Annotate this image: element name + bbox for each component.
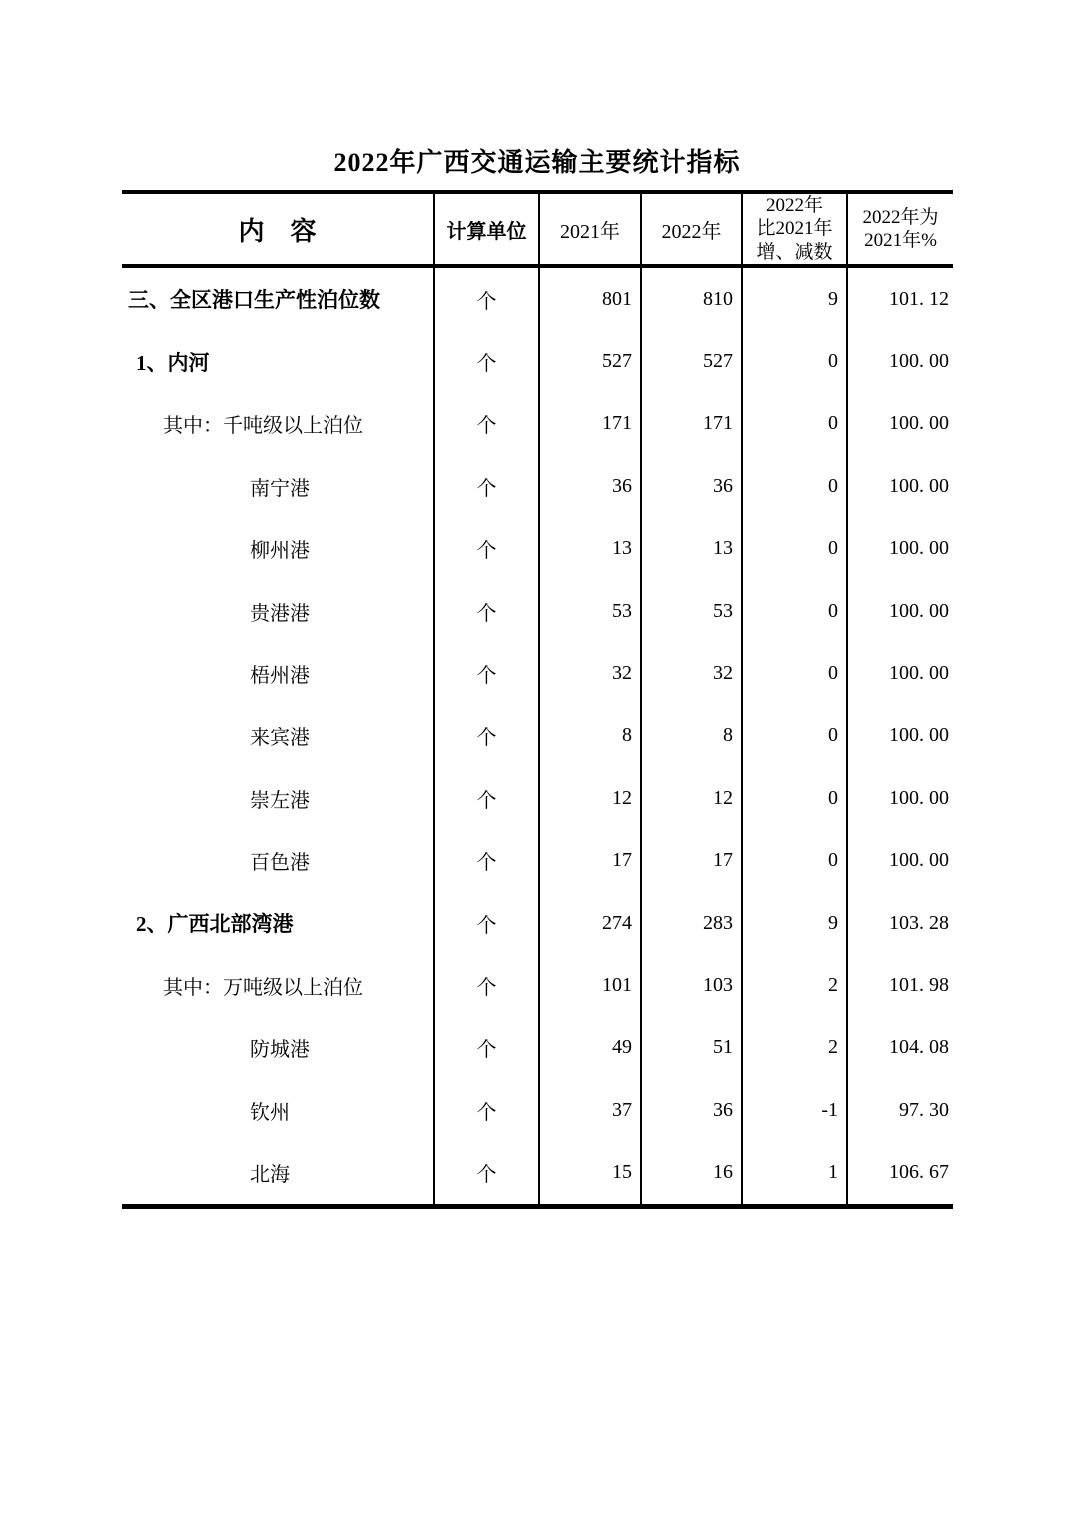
row-diff: 0 [743, 393, 848, 455]
row-label: 其中：千吨级以上泊位 [122, 393, 435, 455]
row-unit: 个 [435, 954, 540, 1016]
col-header-content: 内 容 [122, 194, 435, 264]
row-label: 崇左港 [122, 767, 435, 829]
row-label: 1、内河 [122, 330, 435, 392]
row-unit: 个 [435, 767, 540, 829]
row-label: 2、广西北部湾港 [122, 892, 435, 954]
row-ratio: 101. 12 [889, 287, 949, 310]
row-value-2021: 49 [540, 1017, 642, 1079]
table-row [122, 580, 953, 642]
row-label: 北海 [122, 1141, 435, 1203]
row-label: 钦州 [122, 1079, 435, 1141]
row-unit: 个 [435, 580, 540, 642]
row-diff: 9 [743, 892, 848, 954]
row-value-2021: 53 [540, 580, 642, 642]
row-value-2021: 171 [540, 393, 642, 455]
table-row [122, 830, 953, 892]
row-unit: 个 [435, 830, 540, 892]
row-value-2022: 103 [642, 954, 743, 1016]
row-value-2021: 15 [540, 1141, 642, 1203]
col-header-diff [743, 194, 848, 264]
row-diff: 0 [743, 518, 848, 580]
row-label: 梧州港 [122, 642, 435, 704]
statistics-table [122, 190, 953, 1209]
row-value-2022: 171 [642, 393, 743, 455]
table-row [122, 455, 953, 517]
col-header-ratio-line1: 2022年为 [862, 206, 939, 228]
row-value-2022: 8 [642, 705, 743, 767]
row-label: 柳州港 [122, 518, 435, 580]
row-value-2021: 801 [540, 268, 642, 330]
row-unit: 个 [435, 1079, 540, 1141]
row-value-2021: 17 [540, 830, 642, 892]
row-diff: 0 [743, 642, 848, 704]
row-diff: 0 [743, 767, 848, 829]
row-diff: 1 [743, 1141, 848, 1203]
row-diff: 0 [743, 580, 848, 642]
row-value-2021: 12 [540, 767, 642, 829]
table-header-row [122, 194, 953, 268]
table-row [122, 1079, 953, 1141]
table-row [122, 1141, 953, 1203]
row-ratio: 104. 08 [889, 1036, 949, 1059]
row-ratio: 100. 00 [889, 412, 949, 435]
table-row [122, 767, 953, 829]
table-row [122, 268, 953, 330]
row-diff: 2 [743, 954, 848, 1016]
row-value-2022: 53 [642, 580, 743, 642]
row-unit: 个 [435, 1141, 540, 1203]
row-label: 其中：万吨级以上泊位 [122, 954, 435, 1016]
col-header-2021: 2021年 [540, 194, 642, 264]
row-unit: 个 [435, 518, 540, 580]
table-row [122, 954, 953, 1016]
row-label: 三、全区港口生产性泊位数 [122, 268, 435, 330]
row-ratio: 100. 00 [889, 474, 949, 497]
row-unit: 个 [435, 1017, 540, 1079]
row-diff: 0 [743, 830, 848, 892]
row-unit: 个 [435, 892, 540, 954]
col-header-2022: 2022年 [642, 194, 743, 264]
row-value-2021: 36 [540, 455, 642, 517]
page-title: 2022年广西交通运输主要统计指标 [333, 148, 741, 177]
table-row [122, 1017, 953, 1079]
row-unit: 个 [435, 330, 540, 392]
row-value-2021: 13 [540, 518, 642, 580]
row-label: 防城港 [122, 1017, 435, 1079]
row-ratio: 100. 00 [889, 350, 949, 373]
row-diff: 0 [743, 330, 848, 392]
row-value-2021: 274 [540, 892, 642, 954]
row-ratio: 100. 00 [889, 662, 949, 685]
table-row [122, 393, 953, 455]
row-unit: 个 [435, 642, 540, 704]
row-diff: 2 [743, 1017, 848, 1079]
row-label: 来宾港 [122, 705, 435, 767]
table-row [122, 705, 953, 767]
row-ratio: 100. 00 [889, 599, 949, 622]
col-header-unit: 计算单位 [435, 194, 540, 264]
row-unit: 个 [435, 455, 540, 517]
row-value-2022: 32 [642, 642, 743, 704]
row-value-2021: 527 [540, 330, 642, 392]
row-value-2022: 16 [642, 1141, 743, 1203]
row-value-2022: 51 [642, 1017, 743, 1079]
row-diff: 9 [743, 268, 848, 330]
row-ratio: 103. 28 [889, 911, 949, 934]
row-value-2022: 527 [642, 330, 743, 392]
row-value-2022: 36 [642, 455, 743, 517]
row-ratio: 106. 67 [889, 1161, 949, 1184]
col-header-ratio-line2: 2021年% [864, 230, 937, 251]
row-diff: 0 [743, 705, 848, 767]
row-ratio: 101. 98 [889, 973, 949, 996]
row-value-2022: 36 [642, 1079, 743, 1141]
row-value-2022: 12 [642, 767, 743, 829]
table-row [122, 330, 953, 392]
row-unit: 个 [435, 393, 540, 455]
row-diff: -1 [743, 1079, 848, 1141]
row-ratio: 97. 30 [899, 1098, 949, 1121]
row-label: 南宁港 [122, 455, 435, 517]
row-value-2022: 283 [642, 892, 743, 954]
row-label: 百色港 [122, 830, 435, 892]
row-ratio: 100. 00 [889, 849, 949, 872]
row-ratio: 100. 00 [889, 537, 949, 560]
row-value-2021: 8 [540, 705, 642, 767]
col-header-diff-line2: 比2021年 [756, 218, 833, 240]
row-value-2022: 810 [642, 268, 743, 330]
row-ratio: 100. 00 [889, 724, 949, 747]
table-body [122, 268, 953, 1204]
row-value-2021: 37 [540, 1079, 642, 1141]
row-diff: 0 [743, 455, 848, 517]
table-row [122, 892, 953, 954]
row-value-2022: 17 [642, 830, 743, 892]
col-header-diff-line3: 增、减数 [756, 241, 833, 263]
col-header-diff-line1: 2022年 [765, 195, 823, 217]
table-row [122, 642, 953, 704]
row-value-2021: 101 [540, 954, 642, 1016]
row-value-2022: 13 [642, 518, 743, 580]
row-unit: 个 [435, 705, 540, 767]
row-value-2021: 32 [540, 642, 642, 704]
table-row [122, 518, 953, 580]
col-header-ratio [848, 194, 953, 264]
row-ratio: 100. 00 [889, 786, 949, 809]
row-label: 贵港港 [122, 580, 435, 642]
row-unit: 个 [435, 268, 540, 330]
